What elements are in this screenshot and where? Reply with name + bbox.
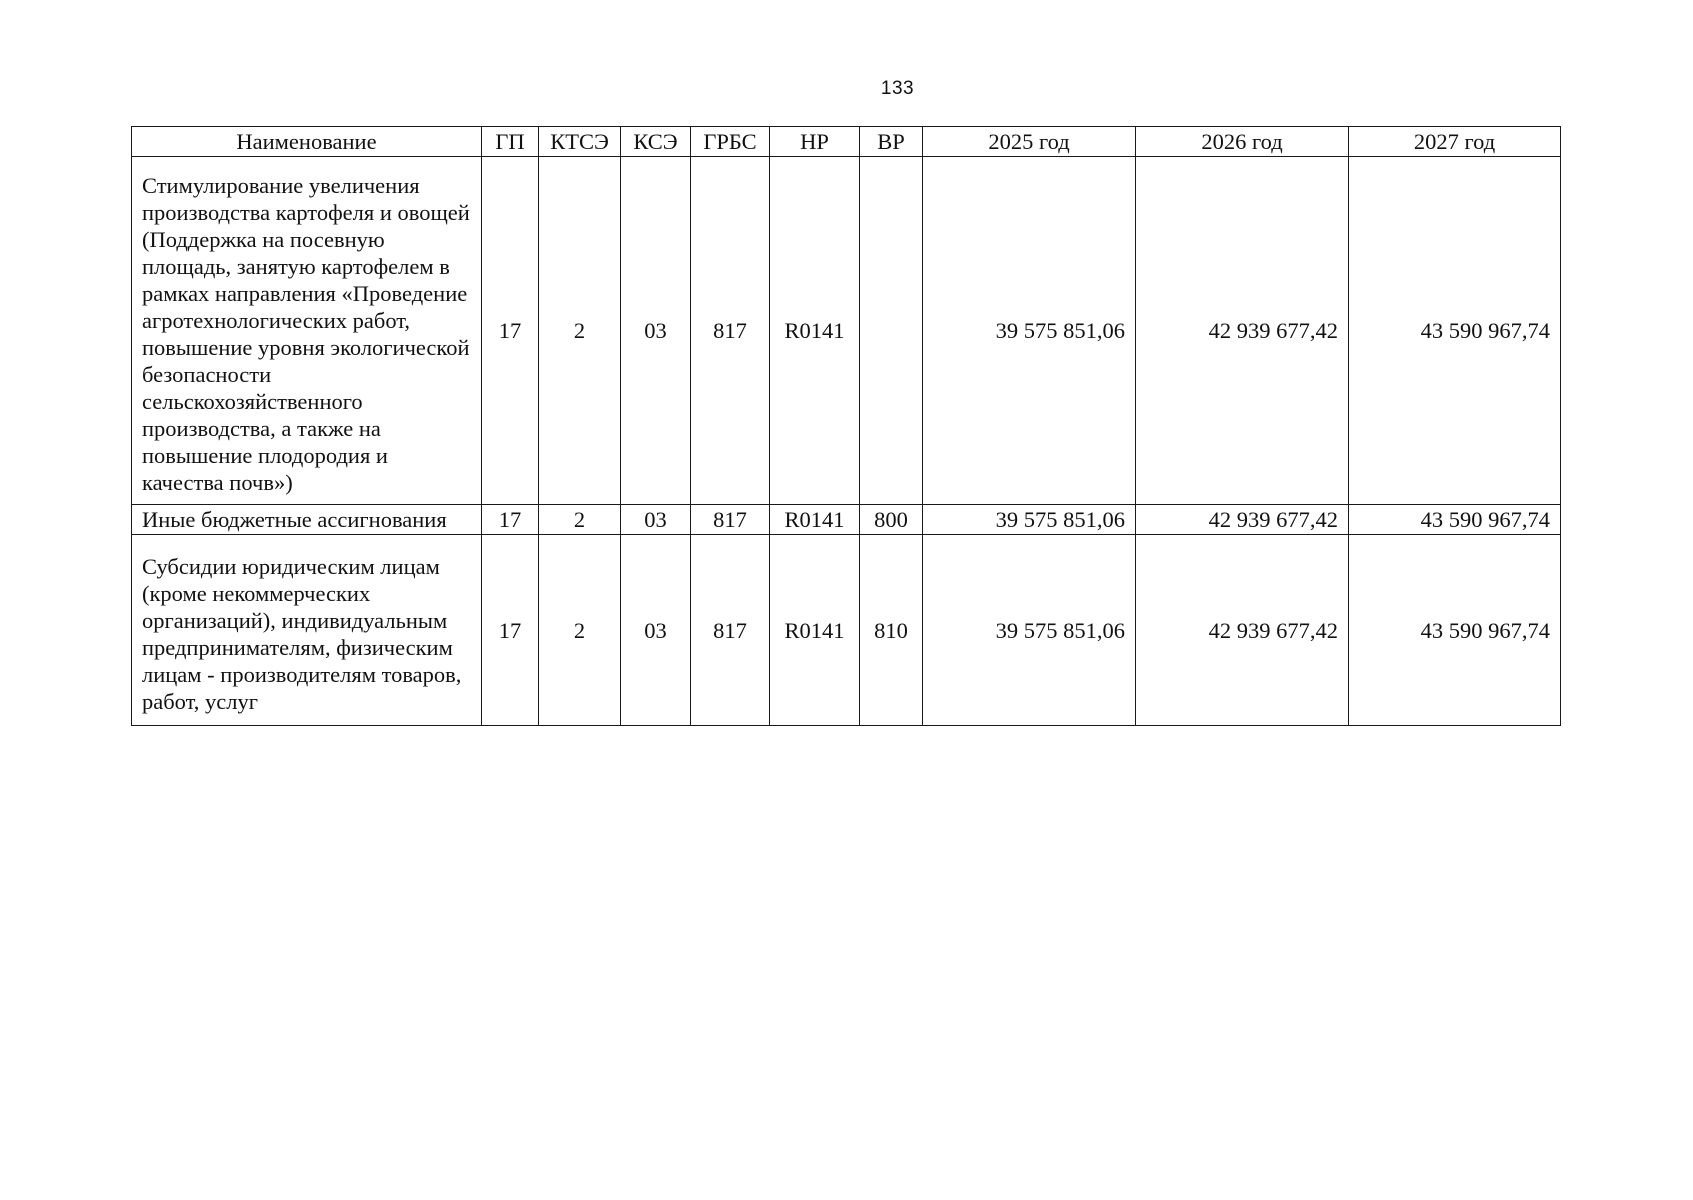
row-kse: 03 [621,535,691,726]
row-amount-2027: 43 590 967,74 [1349,535,1561,726]
table-row [132,535,1561,726]
row-gp: 17 [482,157,539,505]
header-name: Наименование [132,127,482,157]
table-header-row [132,127,1561,157]
row-name: Иные бюджетные ассигнования [132,505,482,535]
header-vr: ВР [860,127,923,157]
row-grbs: 817 [691,505,770,535]
header-2025: 2025 год [923,127,1136,157]
row-amount-2025: 39 575 851,06 [923,157,1136,505]
row-amount-2026: 42 939 677,42 [1136,157,1349,505]
budget-table [131,126,1561,726]
row-grbs: 817 [691,157,770,505]
row-amount-2025: 39 575 851,06 [923,535,1136,726]
row-name: Субсидии юридическим лицам (кроме некоммерческих организаций), индивидуальным предпринимателям, физическим лицам - производителям товаров, работ, услуг [132,535,482,726]
row-amount-2027: 43 590 967,74 [1349,505,1561,535]
row-kse: 03 [621,505,691,535]
row-amount-2026: 42 939 677,42 [1136,505,1349,535]
row-amount-2026: 42 939 677,42 [1136,535,1349,726]
row-name: Стимулирование увеличения производства картофеля и овощей (Поддержка на посевную площадь, занятую картофелем в рамках направления «Проведение агротехнологических работ, повышение уровня экологической безопасности сельскохозяйственного производства, а также на повышение плодородия и качества почв») [132,157,482,505]
row-nr: R0141 [770,535,860,726]
row-ktse: 2 [539,535,621,726]
row-gp: 17 [482,535,539,726]
header-nr: НР [770,127,860,157]
row-amount-2025: 39 575 851,06 [923,505,1136,535]
table-row [132,157,1561,505]
row-vr [860,157,923,505]
row-ktse: 2 [539,505,621,535]
row-gp: 17 [482,505,539,535]
header-2027: 2027 год [1349,127,1561,157]
header-grbs: ГРБС [691,127,770,157]
row-nr: R0141 [770,157,860,505]
row-amount-2027: 43 590 967,74 [1349,157,1561,505]
header-ktse: КТСЭ [539,127,621,157]
row-vr: 800 [860,505,923,535]
header-gp: ГП [482,127,539,157]
header-kse: КСЭ [621,127,691,157]
row-kse: 03 [621,157,691,505]
page-number: 133 [880,78,915,99]
header-2026: 2026 год [1136,127,1349,157]
row-nr: R0141 [770,505,860,535]
row-grbs: 817 [691,535,770,726]
row-vr: 810 [860,535,923,726]
row-ktse: 2 [539,157,621,505]
table-row [132,505,1561,535]
